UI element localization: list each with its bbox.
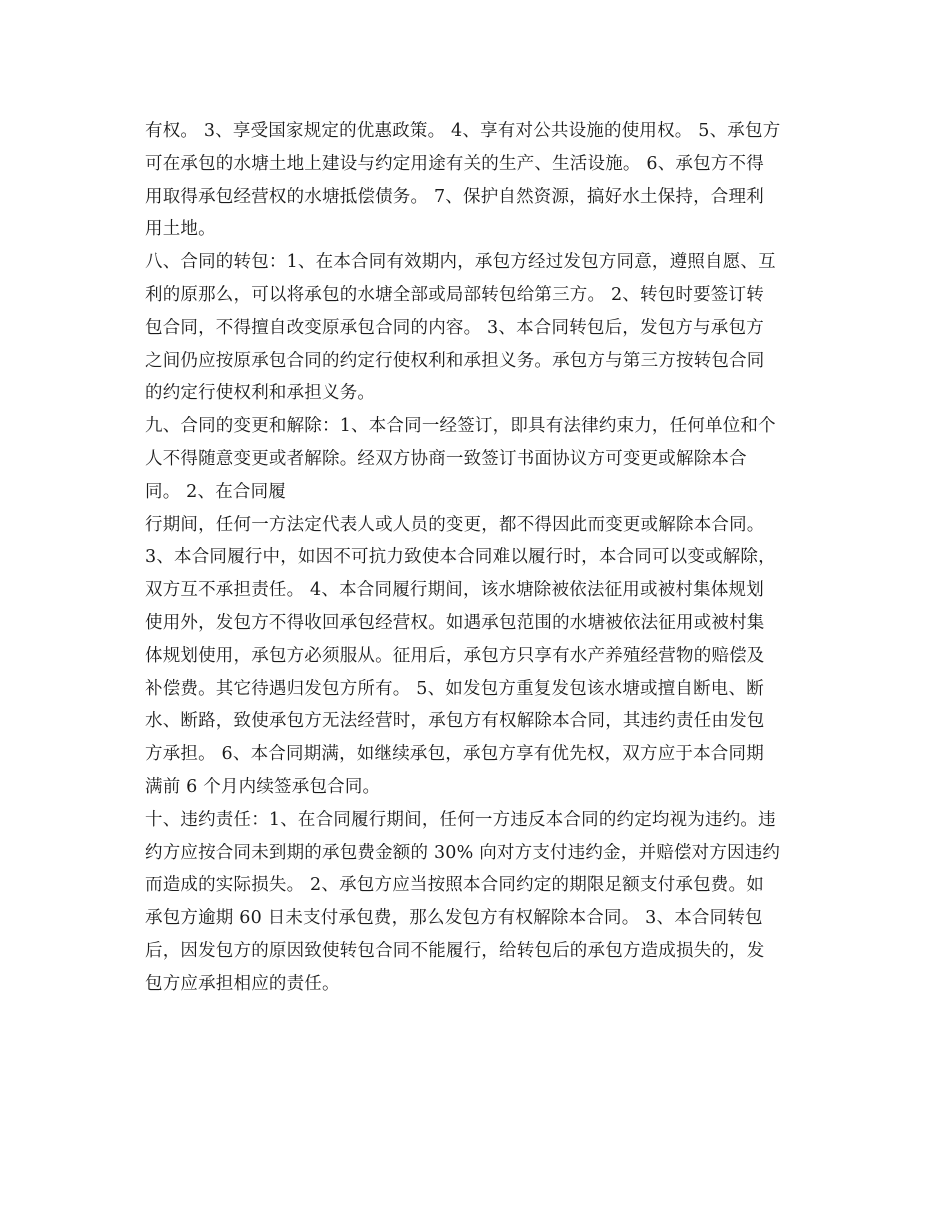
text-line: 满前 6 个月内续签承包合同。 xyxy=(145,776,381,797)
section-9-heading-line: 九、合同的变更和解除：1、本合同一经签订，即具有法律约束力，任何单位和个 xyxy=(145,416,776,437)
text-line: 承包方逾期 60 日未支付承包费，那么发包方有权解除本合同。 3、本合同转包 xyxy=(145,908,763,929)
text-line: 约方应按合同未到期的承包费金额的 30% 向对方支付违约金，并赔偿对方因违约 xyxy=(145,842,781,863)
text-line: 之间仍应按原承包合同的约定行使权利和承担义务。承包方与第三方按转包合同 xyxy=(145,350,765,371)
text-line: 双方互不承担责任。 4、本合同履行期间，该水塘除被依法征用或被村集体规划 xyxy=(145,580,764,601)
text-line: 人不得随意变更或者解除。经双方协商一致签订书面协议方可变更或解除本合 xyxy=(145,448,747,469)
text-line: 后，因发包方的原因致使转包合同不能履行，给转包后的承包方造成损失的，发 xyxy=(145,940,765,961)
text-line: 行期间，任何一方法定代表人或人员的变更，都不得因此而变更或解除本合同。 xyxy=(145,514,765,535)
text-line: 水、断路，致使承包方无法经营时，承包方有权解除本合同，其违约责任由发包 xyxy=(145,711,765,732)
text-line: 有权。 3、享受国家规定的优惠政策。 4、享有对公共设施的使用权。 5、承包方 xyxy=(145,121,781,141)
section-8-heading-line: 八、合同的转包：1、在本合同有效期内，承包方经过发包方同意，遵照自愿、互 xyxy=(145,252,776,273)
text-line: 包方应承担相应的责任。 xyxy=(145,973,340,994)
text-line: 的约定行使权利和承担义务。 xyxy=(145,383,376,404)
text-line: 方承担。 6、本合同期满，如继续承包，承包方享有优先权，双方应于本合同期 xyxy=(145,744,764,765)
text-line: 用土地。 xyxy=(145,219,216,240)
text-line: 包合同，不得擅自改变原承包合同的内容。 3、本合同转包后，发包方与承包方 xyxy=(145,317,764,338)
text-line: 可在承包的水塘土地上建设与约定用途有关的生产、生活设施。 6、承包方不得 xyxy=(145,153,764,174)
text-line: 体规划使用，承包方必须服从。征用后，承包方只享有水产养殖经营物的赔偿及 xyxy=(145,645,765,666)
text-line: 而造成的实际损失。 2、承包方应当按照本合同约定的期限足额支付承包费。如 xyxy=(145,875,764,896)
text-line: 同。 2、在合同履 xyxy=(145,481,286,502)
text-line: 利的原那么，可以将承包的水塘全部或局部转包给第三方。 2、转包时要签订转 xyxy=(145,284,764,305)
contract-text xyxy=(145,115,825,1001)
section-10-heading-line: 十、违约责任：1、在合同履行期间，任何一方违反本合同的约定均视为违约。违 xyxy=(145,809,776,830)
text-line: 使用外，发包方不得收回承包经营权。如遇承包范围的水塘被依法征用或被村集 xyxy=(145,612,765,633)
text-line: 补偿费。其它待遇归发包方所有。 5、如发包方重复发包该水塘或擅自断电、断 xyxy=(145,678,764,699)
text-line: 3、本合同履行中，如因不可抗力致使本合同难以履行时，本合同可以变或解除， xyxy=(145,547,776,568)
text-line: 用取得承包经营权的水塘抵偿债务。 7、保护自然资源，搞好水土保持，合理利 xyxy=(145,186,764,207)
